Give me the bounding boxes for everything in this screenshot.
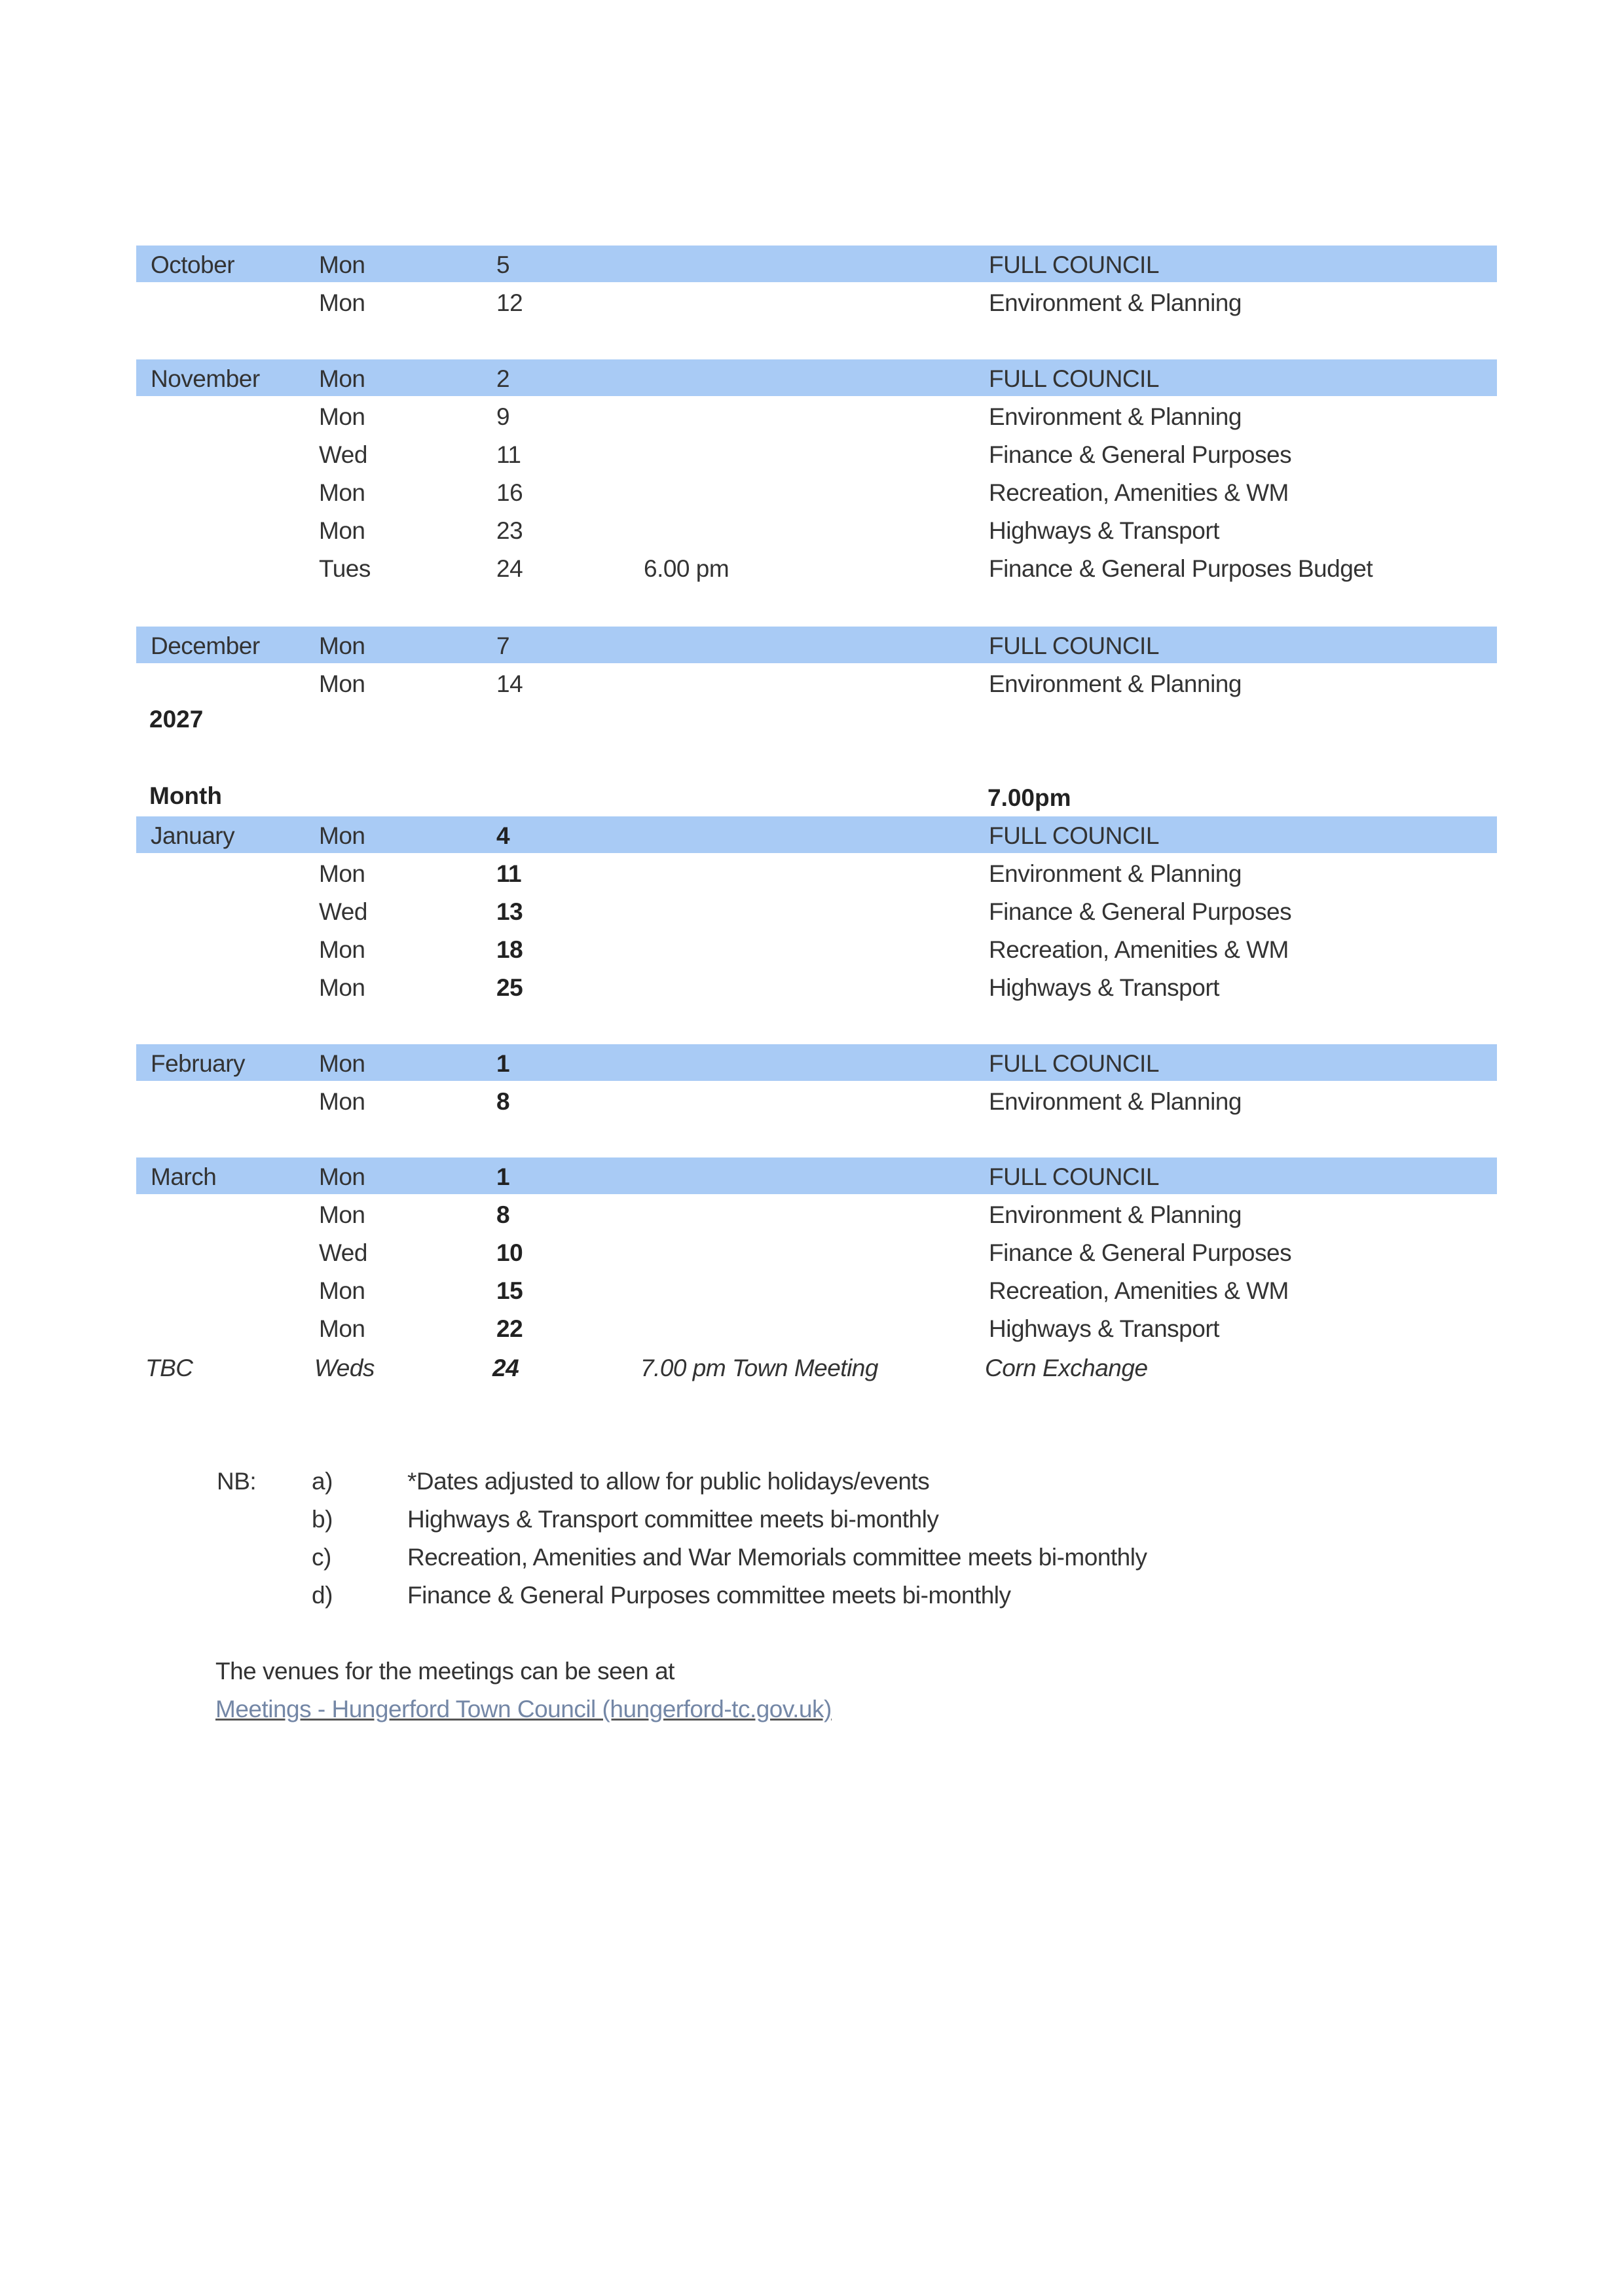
event-cell: FULL COUNCIL — [989, 822, 1159, 849]
schedule-row — [0, 283, 1624, 321]
event-cell: FULL COUNCIL — [989, 251, 1159, 278]
day-cell: Mon — [319, 479, 365, 506]
event-cell: Environment & Planning — [989, 289, 1242, 316]
event-cell: Highways & Transport — [989, 1315, 1219, 1342]
schedule-row — [0, 473, 1624, 511]
day-cell: Mon — [319, 670, 365, 697]
schedule-row — [0, 1082, 1624, 1120]
note-marker: b) — [312, 1506, 333, 1533]
event-cell: FULL COUNCIL — [989, 632, 1159, 659]
venues-link[interactable]: Meetings - Hungerford Town Council (hungerford-tc.gov.uk) — [215, 1696, 832, 1722]
schedule-row — [0, 627, 1624, 665]
event-cell: Environment & Planning — [989, 860, 1242, 887]
month-label: January — [151, 822, 235, 849]
event-cell: Finance & General Purposes — [989, 1239, 1292, 1266]
event-cell: Recreation, Amenities & WM — [989, 1277, 1289, 1304]
date-cell: 12 — [496, 289, 523, 316]
date-cell: 2 — [496, 365, 510, 392]
day-cell: Mon — [319, 632, 365, 659]
town-meeting-venue: Corn Exchange — [985, 1355, 1148, 1381]
event-cell: Environment & Planning — [989, 403, 1242, 430]
day-cell: Mon — [319, 1201, 365, 1228]
event-cell: Finance & General Purposes Budget — [989, 555, 1373, 582]
day-cell: Mon — [319, 1088, 365, 1115]
event-cell: Finance & General Purposes — [989, 898, 1292, 925]
day-cell: Mon — [319, 1277, 365, 1304]
town-meeting-status: TBC — [145, 1355, 193, 1381]
schedule-row — [0, 892, 1624, 930]
schedule-row — [0, 665, 1624, 702]
day-cell: Wed — [319, 898, 367, 925]
column-header-time: 7.00pm — [987, 784, 1071, 811]
event-cell: FULL COUNCIL — [989, 1163, 1159, 1190]
event-cell: Highways & Transport — [989, 974, 1219, 1001]
day-cell: Mon — [319, 822, 365, 849]
date-cell: 9 — [496, 403, 510, 430]
day-cell: Wed — [319, 1239, 367, 1266]
date-cell: 5 — [496, 251, 510, 278]
date-cell: 8 — [496, 1088, 510, 1115]
day-cell: Mon — [319, 974, 365, 1001]
town-meeting-date: 24 — [492, 1355, 519, 1381]
schedule-row — [0, 549, 1624, 587]
date-cell: 22 — [496, 1315, 523, 1342]
town-meeting-time: 7.00 pm Town Meeting — [640, 1355, 878, 1381]
day-cell: Wed — [319, 441, 367, 468]
note-text: Finance & General Purposes committee meets bi-monthly — [407, 1582, 1011, 1609]
venues-text: The venues for the meetings can be seen at — [215, 1658, 674, 1685]
schedule-row — [0, 930, 1624, 968]
day-cell: Mon — [319, 860, 365, 887]
date-cell: 10 — [496, 1239, 523, 1266]
note-marker: c) — [312, 1544, 331, 1571]
schedule-row — [0, 359, 1624, 397]
schedule-row — [0, 1233, 1624, 1271]
event-cell: Recreation, Amenities & WM — [989, 479, 1289, 506]
month-label: December — [151, 632, 260, 659]
day-cell: Mon — [319, 251, 365, 278]
date-cell: 18 — [496, 936, 523, 963]
day-cell: Mon — [319, 517, 365, 544]
schedule-row — [0, 968, 1624, 1006]
date-cell: 23 — [496, 517, 523, 544]
date-cell: 1 — [496, 1050, 510, 1077]
time-cell: 6.00 pm — [644, 555, 729, 582]
day-cell: Mon — [319, 1163, 365, 1190]
day-cell: Mon — [319, 403, 365, 430]
schedule-row — [0, 1044, 1624, 1082]
town-meeting-row — [0, 1349, 1624, 1387]
schedule-row — [0, 435, 1624, 473]
month-label: March — [151, 1163, 217, 1190]
date-cell: 8 — [496, 1201, 510, 1228]
month-label: February — [151, 1050, 246, 1077]
year-label: 2027 — [149, 706, 204, 733]
date-cell: 13 — [496, 898, 523, 925]
town-meeting-day: Weds — [314, 1355, 375, 1381]
schedule-row — [0, 246, 1624, 283]
event-cell: Finance & General Purposes — [989, 441, 1292, 468]
schedule-row — [0, 1271, 1624, 1309]
month-label: October — [151, 251, 235, 278]
schedule-row — [0, 1309, 1624, 1347]
day-cell: Tues — [319, 555, 371, 582]
date-cell: 7 — [496, 632, 510, 659]
day-cell: Mon — [319, 365, 365, 392]
day-cell: Mon — [319, 936, 365, 963]
schedule-row — [0, 397, 1624, 435]
event-cell: Environment & Planning — [989, 1088, 1242, 1115]
note-marker: d) — [312, 1582, 333, 1609]
date-cell: 11 — [496, 441, 521, 468]
month-label: November — [151, 365, 260, 392]
date-cell: 14 — [496, 670, 523, 697]
schedule-row — [0, 854, 1624, 892]
note-text: Highways & Transport committee meets bi-monthly — [407, 1506, 939, 1533]
schedule-row — [0, 1195, 1624, 1233]
day-cell: Mon — [319, 1315, 365, 1342]
event-cell: Recreation, Amenities & WM — [989, 936, 1289, 963]
date-cell: 16 — [496, 479, 523, 506]
event-cell: Environment & Planning — [989, 670, 1242, 697]
event-cell: FULL COUNCIL — [989, 365, 1159, 392]
event-cell: FULL COUNCIL — [989, 1050, 1159, 1077]
event-cell: Highways & Transport — [989, 517, 1219, 544]
note-marker: a) — [312, 1468, 333, 1495]
date-cell: 1 — [496, 1163, 510, 1190]
date-cell: 4 — [496, 822, 510, 849]
date-cell: 24 — [496, 555, 523, 582]
day-cell: Mon — [319, 289, 365, 316]
date-cell: 15 — [496, 1277, 523, 1304]
note-text: Recreation, Amenities and War Memorials committee meets bi-monthly — [407, 1544, 1147, 1571]
schedule-row — [0, 1157, 1624, 1195]
date-cell: 11 — [496, 860, 522, 887]
note-text: *Dates adjusted to allow for public holidays/events — [407, 1468, 930, 1495]
event-cell: Environment & Planning — [989, 1201, 1242, 1228]
date-cell: 25 — [496, 974, 523, 1001]
notes-label: NB: — [217, 1468, 257, 1495]
schedule-row — [0, 816, 1624, 854]
column-header-month: Month — [149, 782, 222, 809]
day-cell: Mon — [319, 1050, 365, 1077]
schedule-row — [0, 511, 1624, 549]
